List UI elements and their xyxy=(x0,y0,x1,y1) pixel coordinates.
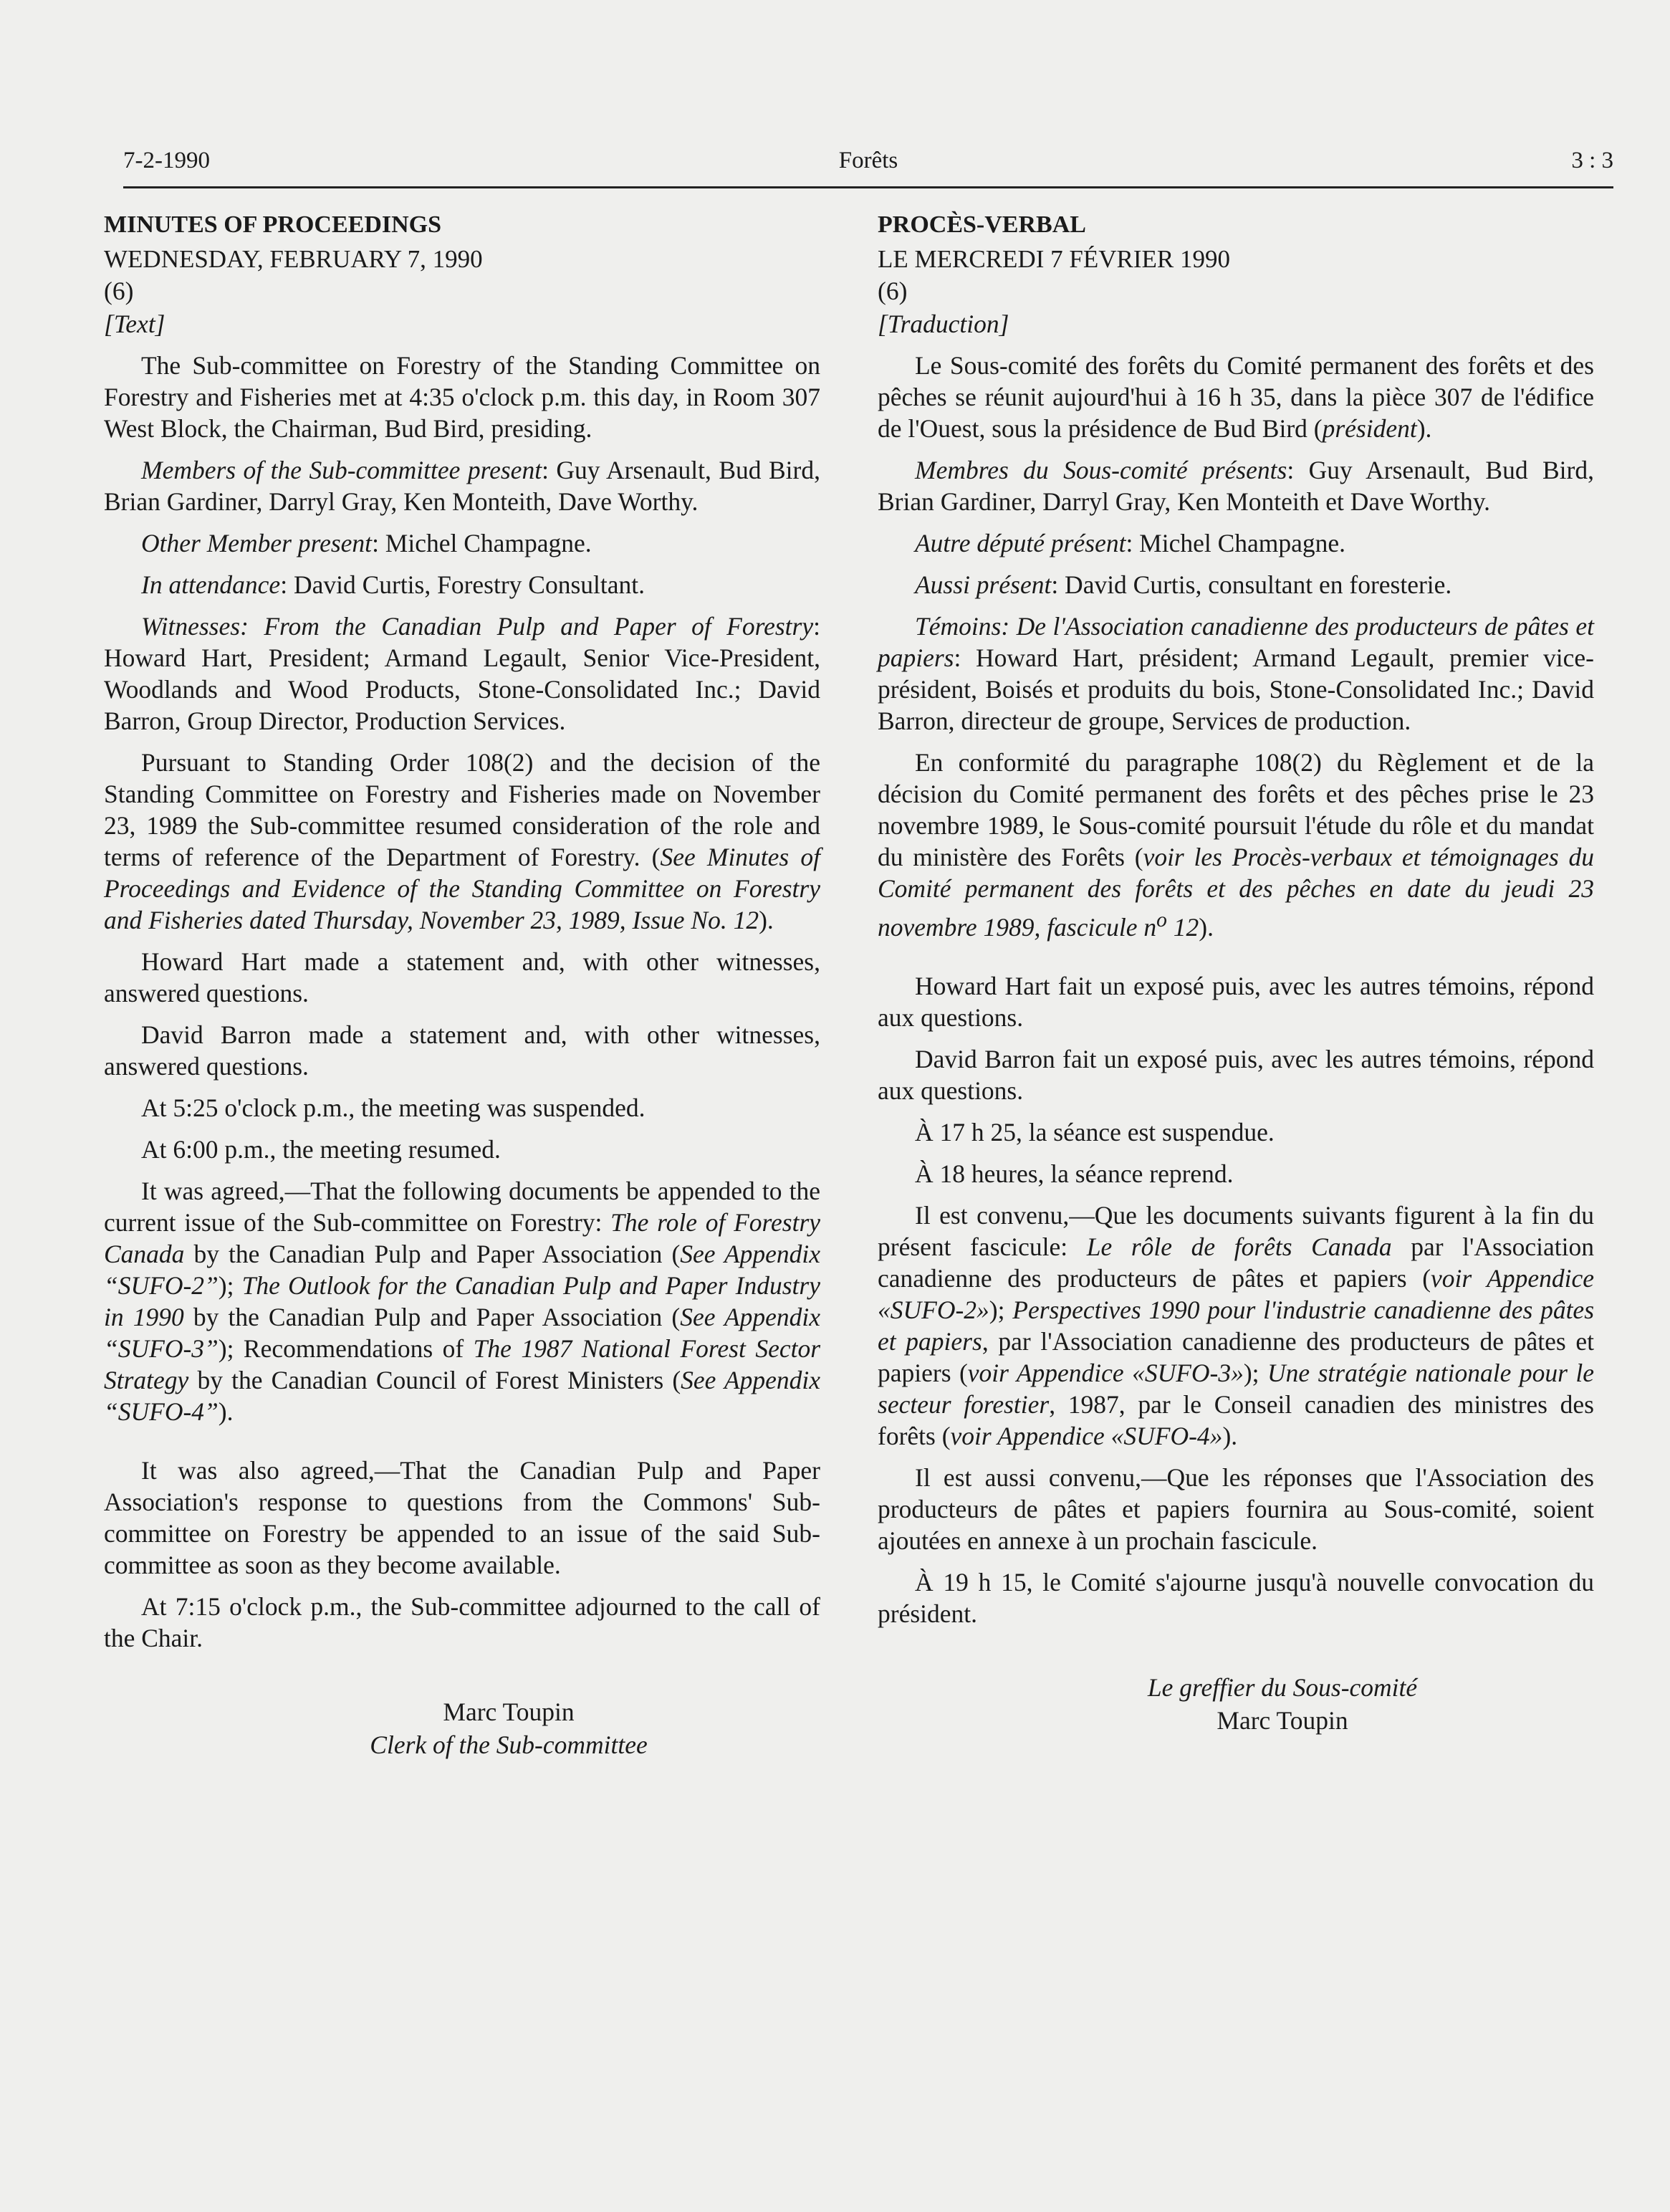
other-member-paragraph-fr: Autre député présent: Michel Champagne. xyxy=(915,529,1346,557)
adjourn-paragraph: At 7:15 o'clock p.m., the Sub-committee adjourned to the call of the Chair. xyxy=(104,1592,820,1652)
hart-paragraph-fr: Howard Hart fait un exposé puis, avec les autres témoins, répond aux questions. xyxy=(878,971,1594,1032)
signature-block xyxy=(197,1695,820,1761)
opening-paragraph: The Sub-committee on Forestry of the Standing Committee on Forestry and Fisheries met at 4:35 o'clock p.m. this day, in Room 307 West Block, the Chairman, Bud Bird, presiding. xyxy=(104,351,820,443)
signature-block-fr xyxy=(971,1671,1594,1737)
signature-title: Clerk of the Sub-committee xyxy=(370,1730,648,1759)
suspended-paragraph: At 5:25 o'clock p.m., the meeting was suspended. xyxy=(141,1093,646,1122)
members-label: Members of the Sub-committee present xyxy=(141,456,542,484)
other-member-paragraph xyxy=(104,527,820,559)
meeting-date: WEDNESDAY, FEBRUARY 7, 1990 xyxy=(104,245,483,273)
page-header xyxy=(123,136,1613,188)
members-paragraph xyxy=(104,454,820,517)
text-tag: [Text] xyxy=(104,310,165,338)
header-date: 7-2-1990 xyxy=(123,148,210,173)
attendance-paragraph xyxy=(104,569,820,600)
english-column xyxy=(104,209,820,1761)
resumed-paragraph-fr: À 18 heures, la séance reprend. xyxy=(915,1159,1234,1188)
members-list: : Guy Arsenault, Bud Bird, Brian Gardiner, Darryl Gray, Ken Monteith, Dave Worthy. xyxy=(104,456,820,516)
signature-name: Marc Toupin xyxy=(443,1698,575,1726)
other-member-label: Other Member present xyxy=(141,529,373,557)
barron-paragraph-fr: David Barron fait un exposé puis, avec les autres témoins, répond aux questions. xyxy=(878,1044,1594,1105)
witnesses-paragraph xyxy=(104,611,820,737)
members-paragraph-fr: Membres du Sous-comité présents: Guy Arsenault, Bud Bird, Brian Gardiner, Darryl Gray, Ken Monteith et Dave Worthy. xyxy=(878,456,1594,516)
header-title: Forêts xyxy=(838,148,898,173)
suspended-paragraph-fr: À 17 h 25, la séance est suspendue. xyxy=(915,1117,1275,1146)
also-agreed-paragraph: It was also agreed,—That the Canadian Pulp and Paper Association's response to questions from the Commons' Sub-committee on Forestry be appended to an issue of the said Sub-committee as soon as they become available. xyxy=(104,1456,820,1579)
proces-verbal-title: PROCÈS-VERBAL xyxy=(878,211,1086,238)
agreed-paragraph: It was agreed,—That the following documents be appended to the current issue of the Sub-committee on Forestry: The role of Forestry Canada by the Canadian Pulp and Paper Association (See Appendix “SUFO-2”); The Outlook for the Canadian Pulp and Paper Industry in 1990 by the Canadian Pulp and Paper Association (See Appendix “SUFO-3”); Recommendations of The 1987 National Forest Sector Strategy by the Canadian Council of Forest Ministers (See Appendix “SUFO-4”). xyxy=(104,1177,821,1426)
witnesses-org: : From the Canadian Pulp and Paper of Forestry xyxy=(240,612,814,641)
attendance: : David Curtis, Forestry Consultant. xyxy=(280,570,646,599)
standing-order-paragraph-fr: En conformité du paragraphe 108(2) du Règlement et de la décision du Comité permanent des forêts et des pêches prise le 23 novembre 1989, le Sous-comité poursuit l'étude du rôle et du mandat du ministère des Forêts (voir les Procès-verbaux et témoignages du Comité permanent des forêts et des pêches en date du jeudi 23 novembre 1989, fascicule $n^o$ 12). xyxy=(878,748,1594,942)
witnesses-label: Witnesses xyxy=(141,612,241,641)
minutes-title: MINUTES OF PROCEEDINGS xyxy=(104,211,442,238)
signature-name-fr: Marc Toupin xyxy=(1216,1705,1348,1735)
other-member: : Michel Champagne. xyxy=(372,529,592,557)
french-column xyxy=(878,209,1594,1737)
header-page-number: 3 : 3 xyxy=(1571,148,1613,173)
resumed-paragraph: At 6:00 p.m., the meeting resumed. xyxy=(141,1135,501,1164)
standing-order-paragraph: Pursuant to Standing Order 108(2) and the decision of the Standing Committee on Forestry and Fisheries made on November 23, 1989 the Sub-committee resumed consideration of the role and terms of reference of the Department of Forestry. (See Minutes of Proceedings and Evidence of the Standing Committee on Forestry and Fisheries dated Thursday, November 23, 1989, Issue No. 12). xyxy=(104,748,821,934)
meeting-date-fr: LE MERCREDI 7 FÉVRIER 1990 xyxy=(878,245,1230,273)
issue-number-fr: (6) xyxy=(878,277,908,305)
adjourn-paragraph-fr: À 19 h 15, le Comité s'ajourne jusqu'à nouvelle convocation du président. xyxy=(878,1567,1594,1628)
issue-number: (6) xyxy=(104,277,134,305)
barron-paragraph: David Barron made a statement and, with other witnesses, answered questions. xyxy=(104,1020,820,1081)
attendance-label: In attendance xyxy=(141,570,281,599)
hart-paragraph: Howard Hart made a statement and, with other witnesses, answered questions. xyxy=(104,947,820,1007)
translation-tag: [Traduction] xyxy=(878,310,1009,338)
signature-title-fr: Le greffier du Sous-comité xyxy=(1147,1672,1418,1702)
opening-paragraph-fr: Le Sous-comité des forêts du Comité permanent des forêts et des pêches se réunit aujourd'hui à 16 h 35, dans la pièce 307 de l'édifice de l'Ouest, sous la présidence de Bud Bird (président). xyxy=(878,351,1594,443)
witnesses-paragraph-fr: Témoins: De l'Association canadienne des producteurs de pâtes et papiers: Howard Hart, président; Armand Legault, premier vice-président, Boisés et produits du bois, Stone-Consolidated Inc.; David Barron, directeur de groupe, Services de production. xyxy=(878,612,1594,735)
attendance-paragraph-fr: Aussi présent: David Curtis, consultant en foresterie. xyxy=(915,570,1452,599)
agreed-paragraph-fr: Il est convenu,—Que les documents suivants figurent à la fin du présent fascicule: Le rôle de forêts Canada par l'Association canadienne des producteurs de pâtes et papiers (voir Appendice «SUFO-2»); Perspectives 1990 pour l'industrie canadienne des pâtes et papiers, par l'Association canadienne des producteurs de pâtes et papiers (voir Appendice «SUFO-3»); Une stratégie nationale pour le secteur forestier, 1987, par le Conseil canadien des ministres des forêts (voir Appendice «SUFO-4»). xyxy=(878,1200,1595,1450)
witnesses-list: : Howard Hart, President; Armand Legault, Senior Vice-President, Woodlands and Wood Products, Stone-Consolidated Inc.; David Barron, Group Director, Production Services. xyxy=(104,612,820,735)
also-agreed-paragraph-fr: Il est aussi convenu,—Que les réponses que l'Association des producteurs de pâtes et papiers fournira au Sous-comité, soient ajoutées en annexe à un prochain fascicule. xyxy=(878,1462,1594,1555)
